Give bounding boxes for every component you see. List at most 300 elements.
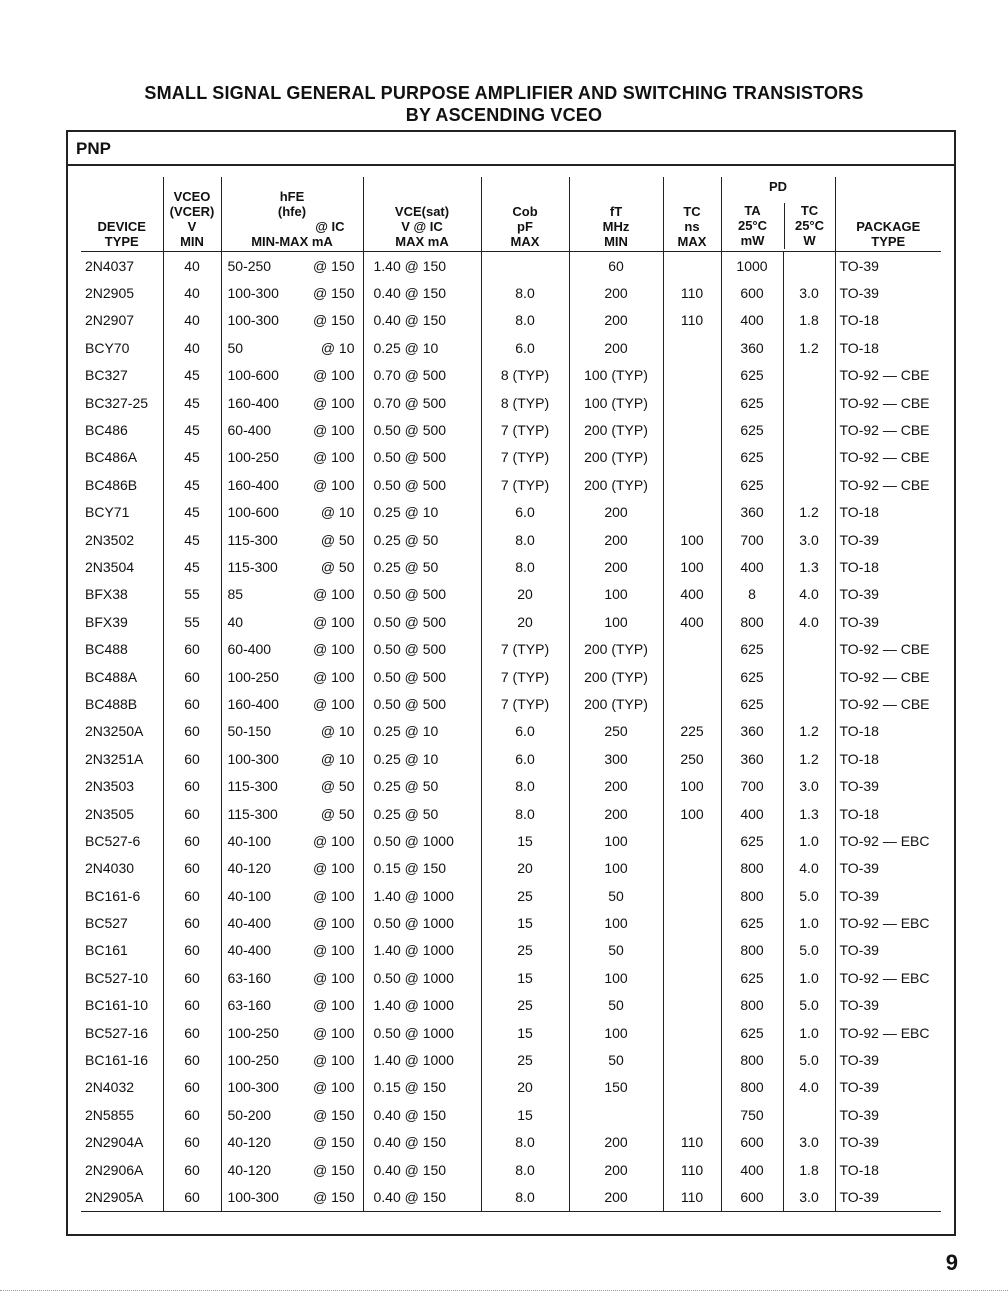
cell-ta: 625: [721, 964, 783, 991]
cell-ta: 800: [721, 855, 783, 882]
cell-cob: 8 (TYP): [481, 362, 569, 389]
cell-hfe: [221, 416, 363, 443]
cell-hfe: [221, 1101, 363, 1128]
cell-hfe: [221, 800, 363, 827]
cell-cob: 6.0: [481, 745, 569, 772]
cell-ft: 100: [569, 855, 663, 882]
cell-pkg: TO-39: [839, 1106, 879, 1123]
hfe-ic: @ 100: [313, 394, 355, 411]
cell-vceo: 60: [163, 745, 221, 772]
cell-hfe: [221, 909, 363, 936]
table-row: [81, 855, 941, 882]
cell-vceo: 40: [163, 279, 221, 306]
cell-ta: 360: [721, 745, 783, 772]
hfe-range: 100-300: [227, 750, 279, 767]
table-row: [81, 362, 941, 389]
cell-tc: [663, 1046, 721, 1073]
cell-hfe: [221, 663, 363, 690]
header-device: DEVICE TYPE: [81, 177, 163, 252]
cell-tcw: 4.0: [783, 855, 835, 882]
cell-vce: 1.40 @ 1000: [363, 882, 481, 909]
cell-ft: 100: [569, 581, 663, 608]
cell-ta: 625: [721, 416, 783, 443]
header-cob: Cob pF MAX: [481, 177, 569, 252]
hfe-range: 115-300: [227, 558, 278, 575]
hfe-range: 100-600: [227, 504, 279, 521]
cell-ft: 100 (TYP): [569, 389, 663, 416]
cell-pkg: TO-39: [839, 1134, 879, 1151]
transistor-table: [81, 177, 941, 1212]
cell-cob: 6.0: [481, 499, 569, 526]
cell-hfe: [221, 1156, 363, 1183]
cell-vceo: 60: [163, 855, 221, 882]
cell-vce: 0.40 @ 150: [363, 307, 481, 334]
cell-ft: 100: [569, 1019, 663, 1046]
title-line-1: SMALL SIGNAL GENERAL PURPOSE AMPLIFIER AND SWITCHING TRANSISTORS: [144, 83, 864, 103]
cell-vce: 0.70 @ 500: [363, 389, 481, 416]
cell-ft: 50: [569, 882, 663, 909]
cell-tcw: 1.3: [783, 800, 835, 827]
cell-tcw: 1.0: [783, 964, 835, 991]
cell-tc: 110: [663, 279, 721, 306]
hfe-range: 160-400: [227, 695, 279, 712]
cell-vceo: 60: [163, 964, 221, 991]
cell-tcw: 1.8: [783, 307, 835, 334]
header-hfe: hFE (hfe) @ IC MIN-MAX mA: [221, 177, 363, 252]
cell-cob: 8.0: [481, 1156, 569, 1183]
cell-ft: 200 (TYP): [569, 444, 663, 471]
cell-cob: 8.0: [481, 1183, 569, 1211]
cell-hfe: [221, 855, 363, 882]
cell-pkg: TO-39: [839, 860, 879, 877]
cell-vceo: 55: [163, 608, 221, 635]
cell-pkg: TO-39: [839, 942, 879, 959]
cell-device: 2N3502: [81, 526, 163, 553]
cell-tc: 110: [663, 1156, 721, 1183]
hfe-ic: @ 100: [313, 449, 355, 466]
cell-vce: 0.50 @ 500: [363, 690, 481, 717]
cell-ft: 100: [569, 909, 663, 936]
cell-hfe: [221, 1074, 363, 1101]
cell-ta: 600: [721, 1183, 783, 1211]
cell-tcw: 3.0: [783, 279, 835, 306]
cell-tc: 110: [663, 307, 721, 334]
hfe-range: 100-600: [227, 367, 279, 384]
cell-ta: 360: [721, 718, 783, 745]
cell-device: BC488: [81, 635, 163, 662]
cell-cob: 7 (TYP): [481, 444, 569, 471]
cell-ft: 100: [569, 964, 663, 991]
cell-pkg: TO-39: [839, 887, 879, 904]
cell-vce: 0.50 @ 500: [363, 635, 481, 662]
hfe-ic: @ 150: [313, 1106, 355, 1123]
cell-ta: 750: [721, 1101, 783, 1128]
cell-ft: [569, 1101, 663, 1128]
cell-ta: 800: [721, 1046, 783, 1073]
cell-vce: 0.50 @ 500: [363, 608, 481, 635]
table-row: [81, 827, 941, 854]
cell-tcw: [783, 389, 835, 416]
hfe-range: 100-250: [227, 668, 279, 685]
cell-cob: 7 (TYP): [481, 663, 569, 690]
cell-device: 2N3503: [81, 772, 163, 799]
hfe-ic: @ 100: [313, 367, 355, 384]
cell-device: BC486: [81, 416, 163, 443]
cell-pkg: TO-18: [839, 750, 879, 767]
hfe-ic: @ 150: [313, 1134, 355, 1151]
table-row: [81, 1101, 941, 1128]
cell-vce: 0.50 @ 1000: [363, 964, 481, 991]
cell-tcw: 4.0: [783, 581, 835, 608]
hfe-ic: @ 10: [320, 723, 355, 740]
cell-cob: 15: [481, 1019, 569, 1046]
table-row: [81, 964, 941, 991]
cell-tcw: 1.8: [783, 1156, 835, 1183]
cell-pkg: TO-92 — CBE: [839, 449, 930, 466]
cell-ta: 400: [721, 553, 783, 580]
cell-ta: 625: [721, 635, 783, 662]
cell-pkg: TO-92 — EBC: [839, 969, 930, 986]
hfe-range: 100-250: [227, 449, 279, 466]
cell-tc: 100: [663, 553, 721, 580]
cell-tc: [663, 416, 721, 443]
cell-ft: 200: [569, 772, 663, 799]
cell-tc: [663, 334, 721, 361]
cell-ta: 800: [721, 937, 783, 964]
cell-tc: [663, 964, 721, 991]
cell-tc: [663, 937, 721, 964]
cell-cob: 20: [481, 855, 569, 882]
cell-ta: 400: [721, 1156, 783, 1183]
cell-device: 2N3504: [81, 553, 163, 580]
table-row: [81, 937, 941, 964]
cell-tcw: 5.0: [783, 992, 835, 1019]
cell-tc: [663, 992, 721, 1019]
document-title: [0, 82, 1008, 126]
cell-hfe: [221, 882, 363, 909]
hfe-range: 100-250: [227, 1024, 279, 1041]
hfe-range: 40-120: [227, 860, 272, 877]
cell-vceo: 45: [163, 416, 221, 443]
header-package: PACKAGE TYPE: [835, 177, 941, 252]
cell-tcw: [783, 635, 835, 662]
cell-hfe: [221, 937, 363, 964]
cell-tcw: [783, 690, 835, 717]
cell-tcw: 5.0: [783, 1046, 835, 1073]
cell-hfe: [221, 444, 363, 471]
hfe-range: 40-100: [227, 832, 272, 849]
cell-ta: 800: [721, 608, 783, 635]
table-row: [81, 1183, 941, 1211]
cell-vceo: 60: [163, 1019, 221, 1046]
cell-hfe: [221, 992, 363, 1019]
cell-vce: 0.50 @ 1000: [363, 909, 481, 936]
cell-tcw: [783, 362, 835, 389]
cell-device: BC488A: [81, 663, 163, 690]
cell-vce: 1.40 @ 1000: [363, 1046, 481, 1073]
table-row: [81, 416, 941, 443]
cell-pkg: TO-18: [839, 805, 879, 822]
cell-tcw: [783, 663, 835, 690]
cell-tc: [663, 252, 721, 280]
header-ta: TA 25°C mW: [722, 203, 785, 249]
cell-cob: 8.0: [481, 800, 569, 827]
hfe-range: 40-400: [227, 942, 272, 959]
table-row: [81, 389, 941, 416]
cell-ta: 600: [721, 1129, 783, 1156]
cell-vce: 0.25 @ 10: [363, 334, 481, 361]
cell-device: BC327-25: [81, 389, 163, 416]
cell-device: 2N4037: [81, 252, 163, 280]
cell-vce: 0.40 @ 150: [363, 1129, 481, 1156]
hfe-ic: @ 150: [313, 1188, 355, 1205]
cell-cob: 8.0: [481, 279, 569, 306]
cell-pkg: TO-39: [839, 778, 879, 795]
cell-ta: 625: [721, 690, 783, 717]
hfe-range: 40-120: [227, 1161, 272, 1178]
cell-pkg: TO-18: [839, 1161, 879, 1178]
cell-vce: 0.50 @ 500: [363, 471, 481, 498]
cell-ft: 200: [569, 1183, 663, 1211]
cell-device: BC161-10: [81, 992, 163, 1019]
header-tc-w: TC 25°C W: [794, 203, 825, 248]
cell-vceo: 60: [163, 909, 221, 936]
cell-ta: 625: [721, 1019, 783, 1046]
cell-ta: 360: [721, 334, 783, 361]
hfe-ic: @ 100: [313, 1079, 355, 1096]
hfe-range: 85: [227, 586, 244, 603]
cell-vce: 0.50 @ 500: [363, 444, 481, 471]
header-pd: [721, 177, 835, 252]
hfe-range: 40-100: [227, 887, 272, 904]
cell-hfe: [221, 772, 363, 799]
table-row: [81, 499, 941, 526]
hfe-ic: @ 10: [320, 750, 355, 767]
cell-tcw: 5.0: [783, 937, 835, 964]
hfe-ic: @ 100: [313, 915, 355, 932]
hfe-ic: @ 100: [313, 476, 355, 493]
cell-ta: 800: [721, 1074, 783, 1101]
cell-ta: 400: [721, 307, 783, 334]
table-row: [81, 553, 941, 580]
cell-tcw: [783, 471, 835, 498]
cell-hfe: [221, 1046, 363, 1073]
cell-tcw: 3.0: [783, 772, 835, 799]
cell-tc: 100: [663, 526, 721, 553]
table-row: [81, 526, 941, 553]
cell-pkg: TO-18: [839, 723, 879, 740]
cell-pkg: TO-39: [839, 257, 879, 274]
cell-device: 2N4030: [81, 855, 163, 882]
hfe-range: 60-400: [227, 641, 272, 658]
cell-device: BCY71: [81, 499, 163, 526]
cell-vceo: 55: [163, 581, 221, 608]
cell-cob: 15: [481, 909, 569, 936]
hfe-ic: @ 100: [313, 832, 355, 849]
cell-vceo: 60: [163, 663, 221, 690]
cell-vce: 0.25 @ 50: [363, 772, 481, 799]
hfe-range: 115-300: [227, 778, 278, 795]
hfe-ic: @ 100: [313, 586, 355, 603]
cell-pkg: TO-92 — CBE: [839, 476, 930, 493]
cell-ta: 700: [721, 772, 783, 799]
hfe-range: 60-400: [227, 422, 272, 439]
table-frame: [66, 130, 956, 1236]
cell-pkg: TO-18: [839, 312, 879, 329]
cell-pkg: TO-92 — CBE: [839, 367, 930, 384]
cell-ft: 200 (TYP): [569, 416, 663, 443]
hfe-range: 50-200: [227, 1106, 272, 1123]
table-row: [81, 1046, 941, 1073]
cell-cob: 8.0: [481, 772, 569, 799]
cell-ft: 60: [569, 252, 663, 280]
cell-vce: 0.50 @ 1000: [363, 827, 481, 854]
cell-hfe: [221, 1129, 363, 1156]
hfe-range: 115-300: [227, 805, 278, 822]
cell-vceo: 45: [163, 389, 221, 416]
cell-ft: 100: [569, 608, 663, 635]
cell-ft: 200 (TYP): [569, 635, 663, 662]
header-vcesat: VCE(sat) V @ IC MAX mA: [363, 177, 481, 252]
cell-hfe: [221, 581, 363, 608]
table-row: [81, 608, 941, 635]
cell-pkg: TO-39: [835, 1183, 941, 1211]
hfe-range: 160-400: [227, 476, 279, 493]
cell-ta: 625: [721, 827, 783, 854]
cell-device: BC161-6: [81, 882, 163, 909]
cell-ta: 8: [721, 581, 783, 608]
cell-ft: 50: [569, 937, 663, 964]
hfe-range: 40-400: [227, 915, 272, 932]
cell-ft: 200: [569, 1129, 663, 1156]
header-pd-label: PD: [768, 179, 788, 194]
cell-device: BFX39: [81, 608, 163, 635]
cell-ta: 625: [721, 471, 783, 498]
cell-ft: 300: [569, 745, 663, 772]
cell-ft: 100 (TYP): [569, 362, 663, 389]
cell-tc: [663, 1019, 721, 1046]
hfe-ic: @ 10: [320, 504, 355, 521]
cell-pkg: TO-92 — EBC: [839, 832, 930, 849]
cell-cob: 7 (TYP): [481, 690, 569, 717]
hfe-range: 50: [227, 339, 244, 356]
table-row: [81, 1156, 941, 1183]
cell-vceo: 60: [163, 1074, 221, 1101]
cell-vce: 0.40 @ 150: [363, 1183, 481, 1211]
cell-pkg: TO-39: [839, 531, 879, 548]
cell-device: BC527: [81, 909, 163, 936]
cell-tc: [663, 855, 721, 882]
cell-device: 2N2907: [81, 307, 163, 334]
cell-vceo: 60: [163, 718, 221, 745]
cell-vce: 0.40 @ 150: [363, 279, 481, 306]
cell-cob: 20: [481, 1074, 569, 1101]
cell-ft: 200: [569, 553, 663, 580]
cell-vce: 0.25 @ 10: [363, 745, 481, 772]
cell-hfe: [221, 307, 363, 334]
cell-ta: 800: [721, 992, 783, 1019]
cell-hfe: [221, 690, 363, 717]
cell-vce: 0.25 @ 10: [363, 718, 481, 745]
cell-hfe: [221, 499, 363, 526]
table-row: [81, 279, 941, 306]
table-row: [81, 663, 941, 690]
cell-tcw: [783, 1101, 835, 1128]
cell-tcw: 1.2: [783, 718, 835, 745]
cell-cob: 7 (TYP): [481, 471, 569, 498]
cell-vce: 0.25 @ 50: [363, 526, 481, 553]
cell-vce: 0.15 @ 150: [363, 855, 481, 882]
cell-tc: [663, 909, 721, 936]
cell-tc: [663, 690, 721, 717]
table-row: [81, 444, 941, 471]
cell-cob: 15: [481, 827, 569, 854]
cell-device: 2N2906A: [81, 1156, 163, 1183]
cell-pkg: TO-39: [839, 613, 879, 630]
cell-tcw: 1.0: [783, 909, 835, 936]
cell-cob: 25: [481, 992, 569, 1019]
hfe-range: 40-120: [227, 1134, 272, 1151]
cell-hfe: [221, 526, 363, 553]
cell-vceo: 60: [163, 690, 221, 717]
cell-pkg: TO-92 — CBE: [839, 641, 930, 658]
cell-vceo: 60: [163, 1101, 221, 1128]
hfe-range: 50-150: [227, 723, 272, 740]
table-row: [81, 1129, 941, 1156]
cell-hfe: [221, 718, 363, 745]
table-row: [81, 690, 941, 717]
table-body: [81, 252, 941, 1212]
cell-vce: 0.50 @ 1000: [363, 1019, 481, 1046]
cell-tc: 100: [663, 800, 721, 827]
cell-tc: [663, 635, 721, 662]
cell-pkg: TO-18: [839, 558, 879, 575]
hfe-ic: @ 100: [313, 695, 355, 712]
cell-cob: 8.0: [481, 526, 569, 553]
table-row: [81, 1019, 941, 1046]
cell-device: BC486A: [81, 444, 163, 471]
cell-tcw: 1.2: [783, 334, 835, 361]
hfe-range: 40: [227, 613, 244, 630]
cell-vceo: 60: [163, 992, 221, 1019]
hfe-ic: @ 50: [320, 531, 355, 548]
cell-vceo: 45: [163, 553, 221, 580]
cell-pkg: TO-92 — CBE: [839, 668, 930, 685]
cell-device: BC161: [81, 937, 163, 964]
cell-pkg: TO-92 — EBC: [839, 1024, 930, 1041]
cell-vceo: 45: [163, 499, 221, 526]
cell-pkg: TO-92 — CBE: [839, 695, 930, 712]
title-line-2: BY ASCENDING VCEO: [405, 105, 603, 125]
cell-tcw: 3.0: [783, 1129, 835, 1156]
hfe-ic: @ 100: [313, 668, 355, 685]
cell-cob: 20: [481, 581, 569, 608]
cell-tcw: 3.0: [783, 526, 835, 553]
cell-device: 2N2905A: [81, 1183, 163, 1211]
cell-hfe: [221, 252, 363, 280]
cell-tc: [663, 499, 721, 526]
hfe-range: 100-300: [227, 1079, 279, 1096]
cell-pkg: TO-18: [839, 504, 879, 521]
cell-hfe: [221, 471, 363, 498]
hfe-ic: @ 10: [320, 339, 355, 356]
hfe-ic: @ 100: [313, 641, 355, 658]
table-row: [81, 635, 941, 662]
cell-vce: 0.50 @ 500: [363, 581, 481, 608]
hfe-ic: @ 100: [313, 860, 355, 877]
cell-tc: 110: [663, 1129, 721, 1156]
table-row: [81, 882, 941, 909]
